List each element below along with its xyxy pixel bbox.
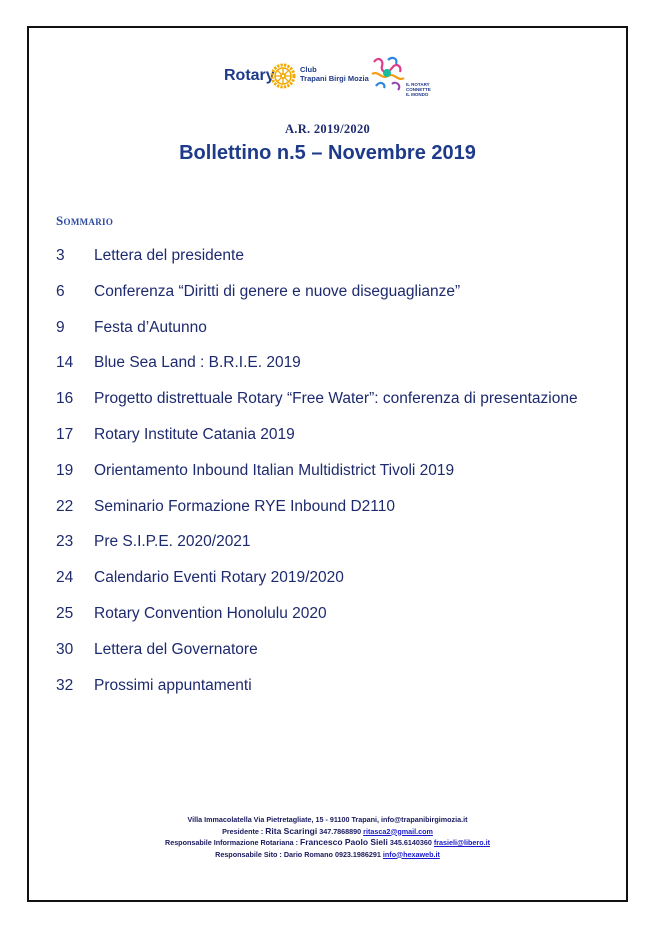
toc-entry[interactable] [56,560,616,596]
info-manager-phone: 345.6140360 [387,838,434,847]
toc-entry-title: Blue Sea Land : B.R.I.E. 2019 [94,354,301,372]
toc-entry-title: Conferenza “Diritti di genere e nuove diseguaglianze” [94,282,461,300]
table-of-contents [56,238,616,703]
footer-address: Villa Immacolatella Via Pietretagliate, 15 - 91100 Trapani, info@trapanibirgimozia.it [187,815,468,824]
site-manager-name: Dario Romano 0923.1986291 [283,849,383,859]
president-name: Rita Scaringi [265,825,318,836]
president-phone: 347.7868890 [317,826,364,836]
toc-entry[interactable] [56,632,616,668]
bulletin-title: Bollettino n.5 – Novembre 2019 [179,142,476,164]
page-frame [27,26,628,902]
info-manager-email-link[interactable]: frasieli@libero.it [433,838,490,847]
toc-entry-title: Festa d’Autunno [94,318,207,336]
club-label: Club [300,65,317,74]
toc-entry[interactable] [56,596,616,632]
toc-page-number: 6 [56,282,65,300]
footer-info-manager [29,837,626,849]
toc-page-number: 23 [56,533,74,551]
footer-president [29,826,626,838]
toc-page-number: 22 [56,497,74,515]
footer [29,814,626,860]
toc-entry-title: Lettera del Governatore [94,640,258,658]
toc-entry-title: Rotary Convention Honolulu 2020 [94,604,327,622]
theme-caption [406,82,431,97]
toc-entry-title: Progetto distrettuale Rotary “Free Water”: conferenza di presentazione [94,390,578,408]
summary-heading: Sommario [56,213,114,228]
site-manager-email-link[interactable]: info@hexaweb.it [382,849,440,859]
toc-entry[interactable] [56,417,616,453]
toc-entry-title: Calendario Eventi Rotary 2019/2020 [94,569,344,587]
president-email-link[interactable]: ritasca2@gmail.com [363,826,433,836]
toc-entry-title: Pre S.I.P.E. 2020/2021 [94,533,251,551]
toc-page-number: 32 [56,676,74,694]
theme-line: IL ROTARY [406,82,430,87]
toc-entry[interactable] [56,274,616,310]
rotary-year: A.R. 2019/2020 [284,122,371,136]
toc-entry[interactable] [56,524,616,560]
footer-site-manager [29,849,626,861]
toc-page-number: 14 [56,354,74,372]
rotary-connects-world-logo [368,54,406,92]
theme-line: CONNETTE [406,87,431,92]
club-location: Trapani Birgi Mozia [300,74,369,83]
toc-page-number: 30 [56,640,74,658]
toc-page-number: 25 [56,604,74,622]
site-manager-label: Responsabile Sito : [215,849,284,859]
toc-entry[interactable] [56,310,616,346]
toc-page-number: 16 [56,390,74,408]
toc-page-number: 17 [56,425,74,443]
info-manager-name: Francesco Paolo Sieli [300,837,388,847]
toc-entry-title: Rotary Institute Catania 2019 [94,425,295,443]
header [29,52,626,136]
toc-entry[interactable] [56,345,616,381]
president-label: Presidente : [222,826,266,836]
info-manager-label: Responsabile Informazione Rotariana : [165,838,300,847]
theme-line: IL MONDO [406,92,429,97]
toc-entry[interactable] [56,238,616,274]
toc-entry-title: Prossimi appuntamenti [94,676,252,694]
toc-page-number: 3 [56,247,65,264]
toc-entry-title: Seminario Formazione RYE Inbound D2110 [94,497,395,515]
toc-entry[interactable] [56,381,616,417]
club-name [300,65,369,83]
toc-page-number: 9 [56,318,65,336]
toc-page-number: 19 [56,461,74,479]
toc-entry[interactable] [56,489,616,525]
rotary-wordmark: Rotary [224,67,275,84]
toc-entry[interactable] [56,453,616,489]
toc-entry[interactable] [56,668,616,704]
toc-page-number: 24 [56,569,74,587]
toc-entry-title: Lettera del presidente [94,247,244,264]
toc-entry-title: Orientamento Inbound Italian Multidistrict Tivoli 2019 [94,461,455,479]
rotary-wheel-icon [270,63,296,89]
